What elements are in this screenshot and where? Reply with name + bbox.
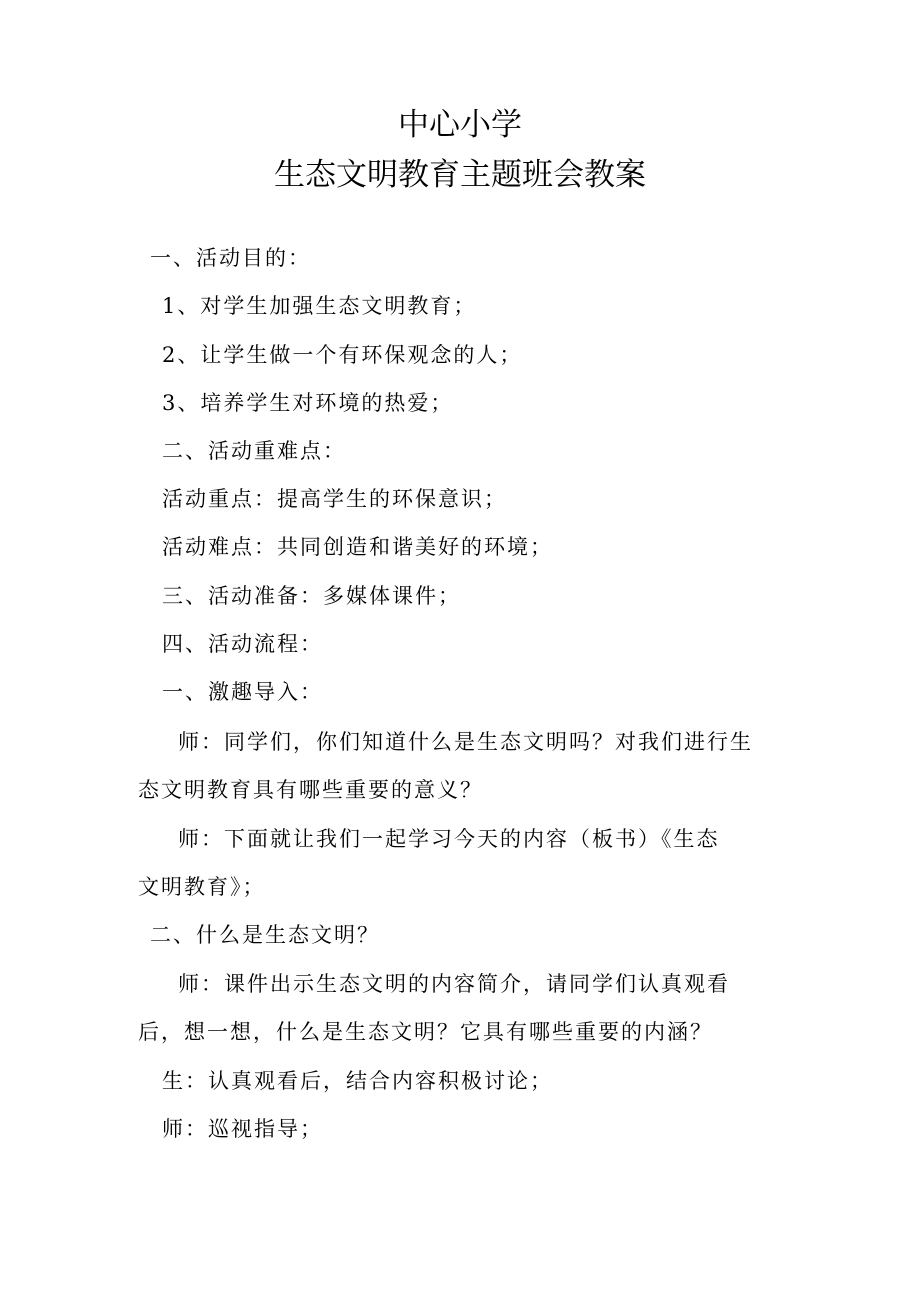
section-heading-process: 四、活动流程： bbox=[162, 632, 323, 656]
objective-item: 2、让学生做一个有环保观念的人； bbox=[162, 343, 523, 367]
section-heading-preparation: 三、活动准备：多媒体课件； bbox=[162, 584, 461, 608]
section-heading-objectives: 一、活动目的： bbox=[150, 246, 311, 270]
paragraph-line: 师：课件出示生态文明的内容简介，请同学们认真观看 bbox=[178, 972, 730, 996]
paragraph-line: 生：认真观看后，结合内容积极讨论； bbox=[162, 1069, 553, 1093]
school-title: 中心小学 bbox=[398, 107, 522, 143]
lesson-plan-title: 生态文明教育主题班会教案 bbox=[274, 157, 646, 193]
paragraph-line: 师：巡视指导； bbox=[162, 1117, 323, 1141]
section-heading-key-points: 二、活动重难点： bbox=[162, 439, 346, 463]
paragraph-line: 文明教育》； bbox=[138, 875, 266, 899]
paragraph-line: 师：同学们，你们知道什么是生态文明吗？对我们进行生 bbox=[178, 730, 753, 754]
paragraph-line: 后，想一想，什么是生态文明？它具有哪些重要的内涵？ bbox=[138, 1020, 713, 1044]
objective-item: 1、对学生加强生态文明教育； bbox=[162, 294, 477, 318]
paragraph-line: 师：下面就让我们一起学习今天的内容（板书）《生态 bbox=[178, 827, 720, 851]
objective-item: 3、培养学生对环境的热爱； bbox=[162, 391, 454, 415]
difficult-point-text: 活动难点：共同创造和谐美好的环境； bbox=[162, 535, 553, 559]
step-heading-what-is: 二、什么是生态文明？ bbox=[150, 923, 380, 947]
paragraph-line: 态文明教育具有哪些重要的意义？ bbox=[138, 778, 483, 802]
key-point-text: 活动重点：提高学生的环保意识； bbox=[162, 487, 507, 511]
step-heading-introduction: 一、激趣导入： bbox=[162, 680, 323, 704]
